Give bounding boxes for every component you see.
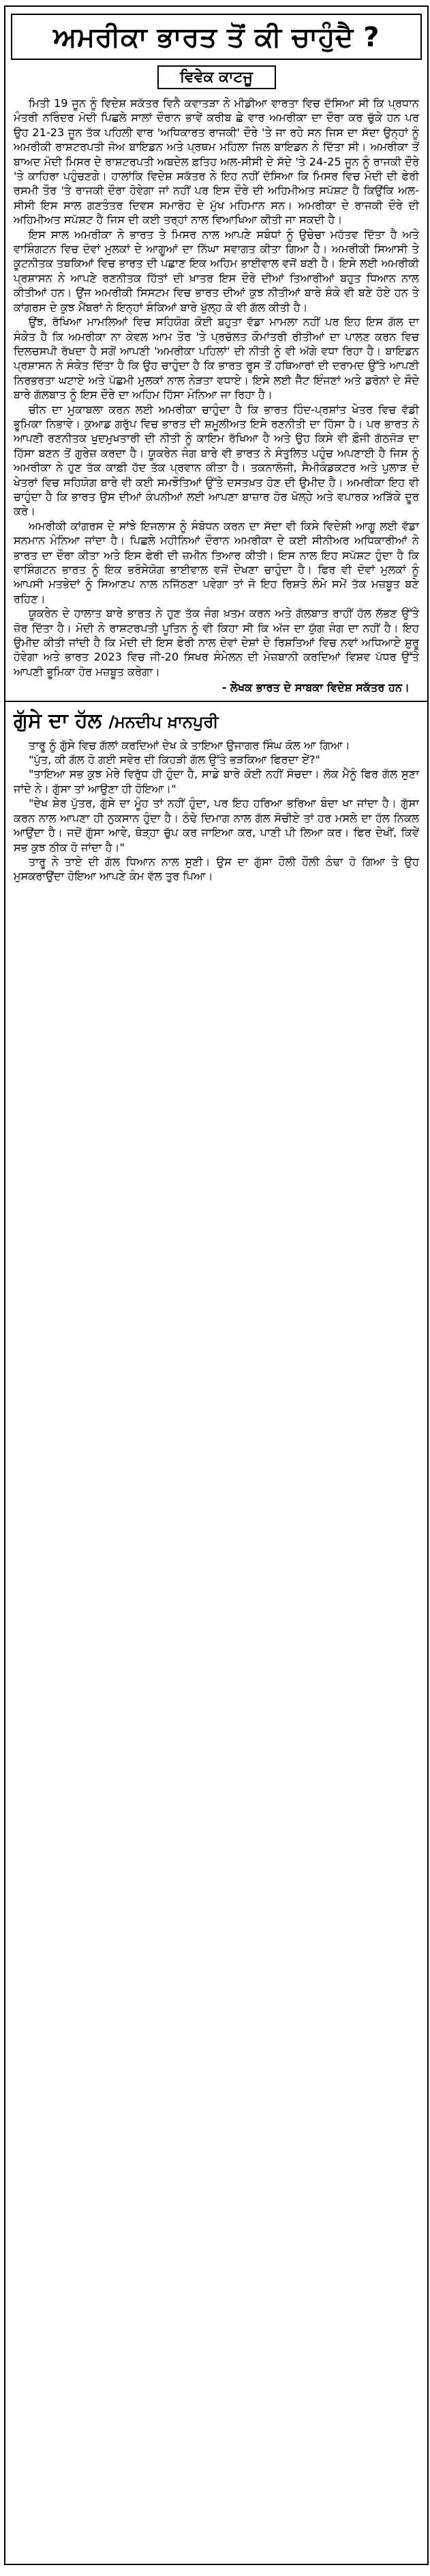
story-heading bbox=[5, 707, 427, 738]
story-paragraph: ਤਾਰੂ ਨੇ ਤਾਏ ਦੀ ਗੱਲ ਧਿਆਨ ਨਾਲ ਸੁਣੀ। ਉਸ ਦਾ ਗੁੱਸਾ ਹੌਲੀ ਹੌਲੀ ਠੰਢਾ ਹੋ ਗਿਆ ਤੇ ਉਹ ਮੁਸਕਰਾਉਂਦਾ ਹੋਇਆ ਆਪਣੇ ਕੰਮ ਵੱਲ ਤੁਰ ਪਿਆ। bbox=[14, 855, 419, 883]
story-paragraph: "ਤਾਇਆ ਸਭ ਕੁਝ ਮੇਰੇ ਵਿਰੁੱਧ ਹੀ ਹੁੰਦਾ ਹੈ, ਸਾਡੇ ਬਾਰੇ ਕੋਈ ਨਹੀਂ ਸੋਚਦਾ। ਲੋਕ ਮੈਨੂੰ ਫਿਰ ਗੱਲ ਸੁਣਾ ਜਾਂਦੇ ਨੇ। ਗੁੱਸਾ ਤਾਂ ਆਉਣਾ ਹੀ ਹੋਇਆ।" bbox=[14, 767, 419, 795]
story-author: /ਮਨਦੀਪ ਖ਼ਾਨਪੁਰੀ bbox=[108, 712, 219, 731]
article-paragraph: ਮਿਤੀ 19 ਜੂਨ ਨੂੰ ਵਿਦੇਸ਼ ਸਕੱਤਰ ਵਿਨੈ ਕਵਾਤੜਾ ਨੇ ਮੀਡੀਆ ਵਾਰਤਾ ਵਿਚ ਦੱਸਿਆ ਸੀ ਕਿ ਪ੍ਰਧਾਨ ਮੰਤਰੀ ਨਰਿੰਦਰ ਮੋਦੀ ਪਿਛਲੇ ਸਾਲਾਂ ਦੌਰਾਨ ਭਾਵੇਂ ਕਰੀਬ ਛੇ ਵਾਰ ਅਮਰੀਕਾ ਦਾ ਦੌਰਾ ਕਰ ਚੁੱਕੇ ਹਨ ਪਰ ਉਹ 21-23 ਜੂਨ ਤੱਕ ਪਹਿਲੀ ਵਾਰ 'ਅਧਿਕਾਰਤ ਰਾਜਕੀ' ਦੌਰੇ 'ਤੇ ਜਾ ਰਹੇ ਸਨ ਜਿਸ ਦਾ ਸੱਦਾ ਉਨ੍ਹਾਂ ਨੂੰ ਅਮਰੀਕੀ ਰਾਸ਼ਟਰਪਤੀ ਜੋਅ ਬਾਇਡਨ ਅਤੇ ਪ੍ਰਥਮ ਮਹਿਲਾ ਜਿਲ ਬਾਇਡਨ ਨੇ ਦਿੱਤਾ ਸੀ। ਅਮਰੀਕਾ ਤੋਂ ਬਾਅਦ ਮੋਦੀ ਮਿਸਰ ਦੇ ਰਾਸ਼ਟਰਪਤੀ ਅਬਦੇਲ ਫ਼ਤਿਹ ਅਲ-ਸੀਸੀ ਦੇ ਸੱਦੇ 'ਤੇ 24-25 ਜੂਨ ਨੂੰ ਰਾਜਕੀ ਦੌਰੇ 'ਤੇ ਕਾਹਿਰਾ ਪਹੁੰਚਣਗੇ। ਹਾਲਾਂਕਿ ਵਿਦੇਸ਼ ਸਕੱਤਰ ਨੇ ਇਹ ਨਹੀਂ ਦੱਸਿਆ ਕਿ ਮਿਸਰ ਵਿਚ ਮੋਦੀ ਦੀ ਫੇਰੀ ਰਸਮੀ ਤੌਰ 'ਤੇ ਰਾਜਕੀ ਦੌਰਾ ਹੋਵੇਗਾ ਜਾਂ ਨਹੀਂ ਪਰ ਇਸ ਦੌਰੇ ਦੀ ਅਹਿਮੀਅਤ ਸਪੱਸ਼ਟ ਹੈ ਕਿਉਂਕਿ ਅਲ-ਸੀਸੀ ਇਸ ਸਾਲ ਗਣਤੰਤਰ ਦਿਵਸ ਸਮਾਰੋਹ ਦੇ ਮੁੱਖ ਮਹਿਮਾਨ ਸਨ। ਅਮਰੀਕਾ ਦੇ ਰਾਜਕੀ ਦੌਰੇ ਦੀ ਅਹਿਮੀਅਤ ਸਪੱਸ਼ਟ ਹੈ ਜਿਸ ਦੀ ਕਈ ਤਰ੍ਹਾਂ ਨਾਲ ਵਿਆਖਿਆ ਕੀਤੀ ਜਾ ਸਕਦੀ ਹੈ। bbox=[14, 97, 419, 227]
article-paragraph: ਅਮਰੀਕੀ ਕਾਂਗਰਸ ਦੇ ਸਾਂਝੇ ਇਜਲਾਸ ਨੂੰ ਸੰਬੋਧਨ ਕਰਨ ਦਾ ਸੱਦਾ ਵੀ ਕਿਸੇ ਵਿਦੇਸ਼ੀ ਆਗੂ ਲਈ ਵੱਡਾ ਸਨਮਾਨ ਮੰਨਿਆ ਜਾਂਦਾ ਹੈ। ਪਿਛਲੇ ਮਹੀਨਿਆਂ ਦੌਰਾਨ ਅਮਰੀਕਾ ਦੇ ਕਈ ਸੀਨੀਅਰ ਅਧਿਕਾਰੀਆਂ ਨੇ ਭਾਰਤ ਦਾ ਦੌਰਾ ਕੀਤਾ ਅਤੇ ਇਸ ਫੇਰੀ ਦੀ ਜ਼ਮੀਨ ਤਿਆਰ ਕੀਤੀ। ਇਸ ਨਾਲ ਇਹ ਸਪੱਸ਼ਟ ਹੁੰਦਾ ਹੈ ਕਿ ਵਾਸ਼ਿੰਗਟਨ ਭਾਰਤ ਨੂੰ ਇਕ ਭਰੋਸੇਯੋਗ ਭਾਈਵਾਲ ਵਜੋਂ ਦੇਖਣਾ ਚਾਹੁੰਦਾ ਹੈ। ਫਿਰ ਵੀ ਦੋਵਾਂ ਮੁਲਕਾਂ ਨੂੰ ਆਪਸੀ ਮਤਭੇਦਾਂ ਨੂੰ ਸਿਆਣਪ ਨਾਲ ਨਜਿੱਠਣਾ ਪਵੇਗਾ ਤਾਂ ਜੋ ਇਹ ਰਿਸ਼ਤੇ ਲੰਮੇ ਸਮੇਂ ਤੱਕ ਮਜ਼ਬੂਤ ਬਣੇ ਰਹਿਣ। bbox=[14, 519, 420, 605]
section-divider bbox=[5, 701, 427, 702]
story-paragraph: "ਦੇਖ ਸ਼ੇਰ ਪੁੱਤਰ, ਗੁੱਸੇ ਦਾ ਮੂੰਹ ਤਾਂ ਨਹੀਂ ਹੁੰਦਾ, ਪਰ ਇਹ ਹਰਿਆ ਭਰਿਆ ਬੰਦਾ ਖਾ ਜਾਂਦਾ ਹੈ। ਗੁੱਸਾ ਕਰਨ ਨਾਲ ਆਪਣਾ ਹੀ ਨੁਕਸਾਨ ਹੁੰਦਾ ਹੈ। ਠੰਢੇ ਦਿਮਾਗ ਨਾਲ ਗੱਲ ਸੋਚੀਏ ਤਾਂ ਹਰ ਮਸਲੇ ਦਾ ਹੱਲ ਨਿਕਲ ਆਉਂਦਾ ਹੈ। ਜਦੋਂ ਗੁੱਸਾ ਆਵੇ, ਥੋੜ੍ਹਾ ਚੁੱਪ ਕਰ ਜਾਇਆ ਕਰ, ਪਾਣੀ ਪੀ ਲਿਆ ਕਰ। ਫਿਰ ਦੇਖੀਂ, ਕਿਵੇਂ ਸਭ ਕੁਝ ਠੀਕ ਹੋ ਜਾਂਦਾ ਹੈ।" bbox=[14, 797, 419, 854]
story-title: ਗੁੱਸੇ ਦਾ ਹੱਲ bbox=[14, 708, 102, 733]
article-paragraph: ਇਸ ਸਾਲ ਅਮਰੀਕਾ ਨੇ ਭਾਰਤ ਤੇ ਮਿਸਰ ਨਾਲ ਆਪਣੇ ਸਬੰਧਾਂ ਨੂੰ ਉਚੇਚਾ ਮਹੱਤਵ ਦਿੱਤਾ ਹੈ ਅਤੇ ਵਾਸ਼ਿੰਗਟਨ ਵਿਚ ਦੋਵਾਂ ਮੁਲਕਾਂ ਦੇ ਆਗੂਆਂ ਦਾ ਨਿੱਘਾ ਸਵਾਗਤ ਕੀਤਾ ਗਿਆ ਹੈ। ਅਮਰੀਕੀ ਸਿਆਸੀ ਤੇ ਕੂਟਨੀਤਕ ਤਬਕਿਆਂ ਵਿਚ ਭਾਰਤ ਦੀ ਪਛਾਣ ਇਕ ਅਹਿਮ ਭਾਈਵਾਲ ਵਜੋਂ ਬਣੀ ਹੈ। ਇਸੇ ਲਈ ਅਮਰੀਕੀ ਪ੍ਰਸ਼ਾਸਨ ਨੇ ਆਪਣੇ ਰਣਨੀਤਕ ਹਿੱਤਾਂ ਦੀ ਖ਼ਾਤਰ ਇਸ ਦੌਰੇ ਦੀਆਂ ਤਿਆਰੀਆਂ ਬਹੁਤ ਧਿਆਨ ਨਾਲ ਕੀਤੀਆਂ ਹਨ। ਉਂਜ ਅਮਰੀਕੀ ਸਿਸਟਮ ਵਿਚ ਭਾਰਤ ਦੀਆਂ ਕੁਝ ਨੀਤੀਆਂ ਬਾਰੇ ਸ਼ੰਕੇ ਵੀ ਬਣੇ ਹੋਏ ਹਨ ਤੇ ਕਾਂਗਰਸ ਦੇ ਕੁਝ ਮੈਂਬਰਾਂ ਨੇ ਇਨ੍ਹਾਂ ਸ਼ੰਕਿਆਂ ਬਾਰੇ ਖੁੱਲ੍ਹ ਕੇ ਵੀ ਗੱਲ ਕੀਤੀ ਹੈ। bbox=[14, 227, 419, 314]
story-body bbox=[5, 738, 427, 884]
newspaper-page bbox=[4, 5, 429, 2565]
article-title: ਅਮਰੀਕਾ ਭਾਰਤ ਤੋਂ ਕੀ ਚਾਹੁੰਦੈ ? bbox=[53, 22, 380, 53]
article-paragraph: ਚੀਨ ਦਾ ਮੁਕਾਬਲਾ ਕਰਨ ਲਈ ਅਮਰੀਕਾ ਚਾਹੁੰਦਾ ਹੈ ਕਿ ਭਾਰਤ ਹਿੰਦ-ਪ੍ਰਸ਼ਾਂਤ ਖੇਤਰ ਵਿਚ ਵੱਡੀ ਭੂਮਿਕਾ ਨਿਭਾਵੇ। ਕੁਆਡ ਗਰੁੱਪ ਵਿਚ ਭਾਰਤ ਦੀ ਸ਼ਮੂਲੀਅਤ ਇਸੇ ਰਣਨੀਤੀ ਦਾ ਹਿੱਸਾ ਹੈ। ਪਰ ਭਾਰਤ ਨੇ ਆਪਣੀ ਰਣਨੀਤਕ ਖੁਦਮੁਖਤਾਰੀ ਦੀ ਨੀਤੀ ਨੂੰ ਕਾਇਮ ਰੱਖਿਆ ਹੈ ਅਤੇ ਉਹ ਕਿਸੇ ਵੀ ਫ਼ੌਜੀ ਗੱਠਜੋੜ ਦਾ ਹਿੱਸਾ ਬਣਨ ਤੋਂ ਗੁਰੇਜ਼ ਕਰਦਾ ਹੈ। ਯੂਕਰੇਨ ਜੰਗ ਬਾਰੇ ਵੀ ਭਾਰਤ ਨੇ ਸੰਤੁਲਿਤ ਪਹੁੰਚ ਅਪਣਾਈ ਹੈ ਜਿਸ ਨੂੰ ਅਮਰੀਕਾ ਨੇ ਹੁਣ ਤੱਕ ਕਾਫ਼ੀ ਹੱਦ ਤੱਕ ਪ੍ਰਵਾਨ ਕੀਤਾ ਹੈ। ਤਕਨਾਲੋਜੀ, ਸੈਮੀਕੰਡਕਟਰ ਅਤੇ ਪੁਲਾੜ ਦੇ ਖੇਤਰਾਂ ਵਿਚ ਸਹਿਯੋਗ ਬਾਰੇ ਵੀ ਕਈ ਸਮਝੌਤਿਆਂ ਉੱਤੇ ਦਸਤਖ਼ਤ ਹੋਣ ਦੀ ਉਮੀਦ ਹੈ। ਅਮਰੀਕਾ ਇਹ ਵੀ ਚਾਹੁੰਦਾ ਹੈ ਕਿ ਭਾਰਤ ਉਸ ਦੀਆਂ ਕੰਪਨੀਆਂ ਲਈ ਆਪਣਾ ਬਾਜ਼ਾਰ ਹੋਰ ਖੋਲ੍ਹੇ ਅਤੇ ਵਪਾਰਕ ਅੜਿੱਕੇ ਦੂਰ ਕਰੇ। bbox=[14, 402, 419, 518]
story-paragraph: ਤਾਰੂ ਨੂੰ ਗੁੱਸੇ ਵਿਚ ਗੱਲਾਂ ਕਰਦਿਆਂ ਦੇਖ ਕੇ ਤਾਇਆ ਉਜਾਗਰ ਸਿੰਘ ਕੋਲ ਆ ਗਿਆ। bbox=[29, 738, 350, 752]
article-author-box bbox=[157, 65, 276, 89]
article-author: ਵਿਵੇਕ ਕਾਟਜੂ bbox=[179, 69, 254, 86]
article-signature: - ਲੇਖਕ ਭਾਰਤ ਦੇ ਸਾਬਕਾ ਵਿਦੇਸ਼ ਸਕੱਤਰ ਹਨ। bbox=[221, 681, 410, 695]
article-paragraph: ਉਂਝ, ਰੱਖਿਆ ਮਾਮਲਿਆਂ ਵਿਚ ਸਹਿਯੋਗ ਕੋਈ ਬਹੁਤਾ ਵੱਡਾ ਮਾਮਲਾ ਨਹੀਂ ਪਰ ਇਹ ਇਸ ਗੱਲ ਦਾ ਸੰਕੇਤ ਹੈ ਕਿ ਅਮਰੀਕਾ ਨਾ ਕੇਵਲ ਆਮ ਤੌਰ 'ਤੇ ਪ੍ਰਚੱਲਤ ਕੌਮਾਂਤਰੀ ਰੀਤੀਆਂ ਦਾ ਪਾਲਣ ਕਰਨ ਵਿਚ ਦਿਲਚਸਪੀ ਰੱਖਦਾ ਹੈ ਸਗੋਂ ਆਪਣੀ 'ਅਮਰੀਕਾ ਪਹਿਲਾਂ' ਦੀ ਨੀਤੀ ਨੂੰ ਵੀ ਅੱਗੇ ਵਧਾ ਰਿਹਾ ਹੈ। ਬਾਇਡਨ ਪ੍ਰਸ਼ਾਸਨ ਨੇ ਸੰਕੇਤ ਦਿੱਤਾ ਹੈ ਕਿ ਉਹ ਚਾਹੁੰਦਾ ਹੈ ਕਿ ਭਾਰਤ ਰੂਸ ਤੋਂ ਹਥਿਆਰਾਂ ਦੀ ਦਰਾਮਦ ਉੱਤੇ ਆਪਣੀ ਨਿਰਭਰਤਾ ਘਟਾਏ ਅਤੇ ਪੱਛਮੀ ਮੁਲਕਾਂ ਨਾਲ ਨੇੜਤਾ ਵਧਾਏ। ਇਸੇ ਲਈ ਜੈੱਟ ਇੰਜਣਾਂ ਅਤੇ ਡਰੋਨਾਂ ਦੇ ਸੌਦੇ ਬਾਰੇ ਗੱਲਬਾਤ ਨੂੰ ਇਸ ਦੌਰੇ ਦਾ ਅਹਿਮ ਹਿੱਸਾ ਮੰਨਿਆ ਜਾ ਰਿਹਾ ਹੈ। bbox=[14, 315, 419, 402]
article-title-box bbox=[11, 14, 422, 60]
article-paragraph: ਯੂਕਰੇਨ ਦੇ ਹਾਲਾਤ ਬਾਰੇ ਭਾਰਤ ਨੇ ਹੁਣ ਤੱਕ ਜੰਗ ਖ਼ਤਮ ਕਰਨ ਅਤੇ ਗੱਲਬਾਤ ਰਾਹੀਂ ਹੱਲ ਲੱਭਣ ਉੱਤੇ ਜ਼ੋਰ ਦਿੱਤਾ ਹੈ। ਮੋਦੀ ਨੇ ਰਾਸ਼ਟਰਪਤੀ ਪੂਤਿਨ ਨੂੰ ਵੀ ਕਿਹਾ ਸੀ ਕਿ ਅੱਜ ਦਾ ਯੁੱਗ ਜੰਗ ਦਾ ਨਹੀਂ ਹੈ। ਇਹ ਉਮੀਦ ਕੀਤੀ ਜਾਂਦੀ ਹੈ ਕਿ ਮੋਦੀ ਦੀ ਇਸ ਫੇਰੀ ਨਾਲ ਦੋਵਾਂ ਦੇਸ਼ਾਂ ਦੇ ਰਿਸ਼ਤਿਆਂ ਵਿਚ ਨਵਾਂ ਅਧਿਆਏ ਸ਼ੁਰੂ ਹੋਵੇਗਾ ਅਤੇ ਭਾਰਤ 2023 ਵਿਚ ਜੀ-20 ਸਿਖਰ ਸੰਮੇਲਨ ਦੀ ਮੇਜ਼ਬਾਨੀ ਕਰਦਿਆਂ ਵਿਸ਼ਵ ਪੱਧਰ ਉੱਤੇ ਆਪਣੀ ਭੂਮਿਕਾ ਹੋਰ ਮਜ਼ਬੂਤ ਕਰੇਗਾ। bbox=[14, 607, 419, 678]
article-body bbox=[5, 96, 427, 695]
story-paragraph: "ਪੁੱਤ, ਕੀ ਗੱਲ ਹੋ ਗਈ ਸਵੇਰ ਦੀ ਕਿਹੜੀ ਗੱਲ ਉੱਤੇ ਭੜਕਿਆ ਫਿਰਦਾ ਏਂ?" bbox=[29, 753, 320, 767]
